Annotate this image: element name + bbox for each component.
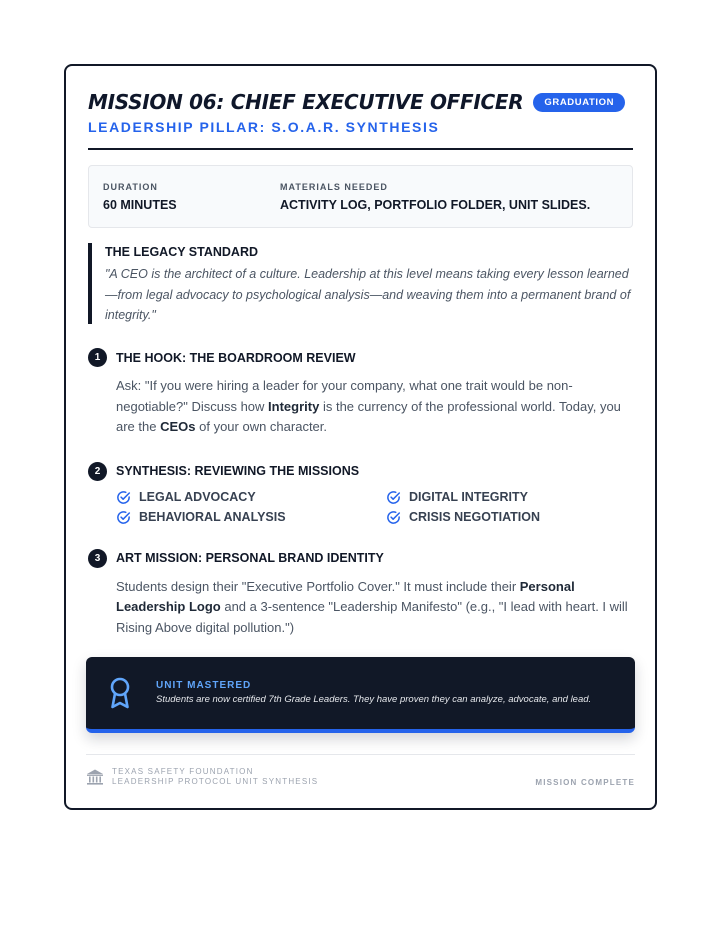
checklist-label: CRISIS NEGOTIATION (409, 510, 541, 524)
banner-description: Students are now certified 7th Grade Leaders. They have proven they can analyze, advocate, and lead. (156, 693, 592, 705)
body-text: Ask: "If you were hiring a leader for your company, what one trait would be non-negotiable?" Discuss how (116, 378, 573, 414)
materials-label: MATERIALS NEEDED (280, 182, 388, 192)
check-circle-icon (386, 490, 401, 505)
materials-block (280, 182, 590, 227)
check-circle-icon (116, 490, 131, 505)
check-circle-icon (386, 510, 401, 525)
step-number: 3 (88, 549, 107, 568)
duration-label: DURATION (103, 182, 158, 192)
section-header (88, 549, 633, 568)
checklist-label: BEHAVIORAL ANALYSIS (139, 510, 286, 524)
title-divider (88, 148, 633, 150)
body-text: and a 3-sentence "Leadership Manifesto" (e.g., "I lead with heart. I will Rising Above digital pollution.") (116, 599, 628, 635)
title-row (88, 90, 633, 114)
emphasis-text: CEOs (160, 419, 196, 434)
footer (86, 754, 635, 787)
body-text: of your own character. (195, 419, 328, 434)
checklist-item (116, 510, 386, 525)
footer-status: MISSION COMPLETE (535, 778, 635, 787)
graduation-badge: GRADUATION (533, 93, 625, 112)
duration-value: 60 MINUTES (103, 198, 177, 212)
unit-mastered-banner (86, 657, 635, 733)
section-title: ART MISSION: PERSONAL BRAND IDENTITY (116, 551, 384, 565)
emphasis-text: Integrity (268, 398, 320, 414)
body-text: Students design their "Executive Portfolio Cover." It must include their (116, 578, 520, 594)
section-body (116, 577, 633, 639)
checklist-label: DIGITAL INTEGRITY (409, 490, 528, 504)
body-text: is the currency of the professional world. Today, you are the (116, 398, 621, 434)
footer-unit-name: LEADERSHIP PROTOCOL UNIT SYNTHESIS (112, 777, 319, 786)
checklist-label: LEGAL ADVOCACY (139, 490, 256, 504)
materials-value: ACTIVITY LOG, PORTFOLIO FOLDER, UNIT SLIDES. (280, 198, 591, 212)
section-title: THE HOOK: THE BOARDROOM REVIEW (116, 350, 356, 365)
footer-lines (112, 767, 318, 787)
mission-checklist (116, 490, 633, 525)
check-circle-icon (116, 510, 131, 525)
banner-text (156, 680, 616, 707)
mission-card (64, 64, 657, 810)
section-synthesis (88, 462, 633, 525)
section-title: SYNTHESIS: REVIEWING THE MISSIONS (116, 464, 360, 478)
emphasis-text: Personal Leadership Logo (116, 578, 575, 614)
section-body (116, 376, 633, 438)
footer-org (86, 767, 318, 787)
section-art-mission (88, 549, 633, 639)
section-header (88, 462, 633, 481)
checklist-item (116, 490, 386, 505)
legacy-title: THE LEGACY STANDARD (105, 245, 259, 259)
section-hook (88, 348, 633, 438)
institution-icon (86, 768, 104, 786)
page-subtitle: LEADERSHIP PILLAR: S.O.A.R. SYNTHESIS (88, 119, 440, 135)
step-number: 1 (88, 348, 107, 367)
award-ribbon-icon (108, 676, 132, 710)
checklist-item (386, 490, 606, 505)
footer-org-name: TEXAS SAFETY FOUNDATION (112, 767, 254, 776)
checklist-item (386, 510, 606, 525)
banner-title: UNIT MASTERED (156, 679, 252, 691)
section-header (88, 348, 633, 367)
info-box (88, 165, 633, 228)
legacy-quote-block (88, 243, 633, 324)
duration-block (103, 182, 280, 227)
legacy-quote: "A CEO is the architect of a culture. Leadership at this level means taking every lesson learned—from legal advocacy to psychological analysis—and weaving them into a permanent brand of integrity." (105, 267, 631, 322)
step-number: 2 (88, 462, 107, 481)
page-title: MISSION 06: CHIEF EXECUTIVE OFFICER (88, 90, 524, 114)
